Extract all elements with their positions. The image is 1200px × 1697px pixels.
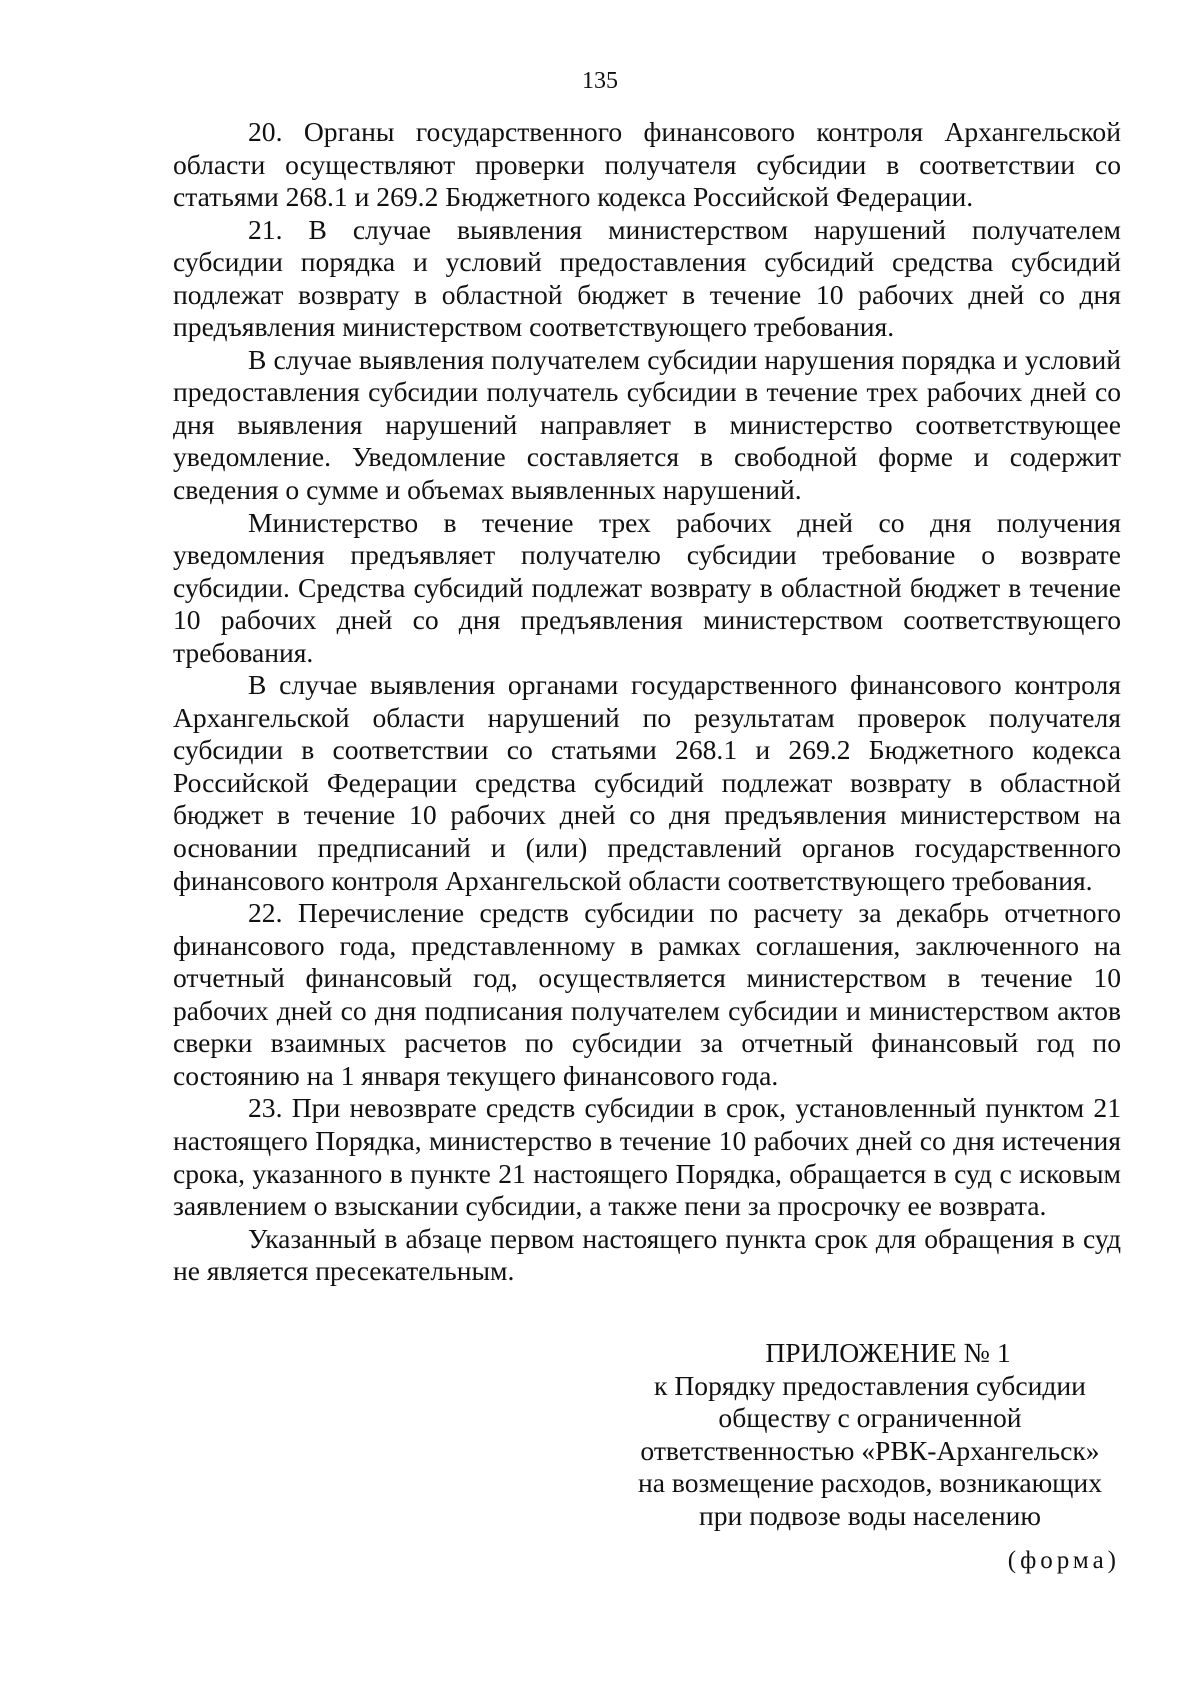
paragraph-23: 23. При невозврате средств субсидии в срок, установленный пунктом 21 настоящего Порядка, министерство в течение 10 рабочих дней со дня истечения срока, указанного в пункте 21 настоящего Порядка, обращается в суд с исковым заявлением о взыскании субсидии, а также пени за просрочку ее возврата. [173,1092,1121,1222]
paragraph-21-control-bodies: В случае выявления органами государственного финансового контроля Архангельской области нарушений по результатам проверок получателя субсидии в соответствии со статьями 268.1 и 269.2 Бюджетного кодекса Российской Федерации средства субсидий подлежат возврату в областной бюджет в течение 10 рабочих дней со дня предъявления министерством на основании предписаний и (или) представлений органов государственного финансового контроля Архангельской области соответствующего требования. [173,669,1121,896]
appendix-title: ПРИЛОЖЕНИЕ № 1 [765,1337,1011,1368]
appendix-line: при подвозе воды населению [698,1499,1042,1531]
appendix-line: на возмещение расходов, возникающих [637,1467,1102,1498]
paragraph-21: 21. В случае выявления министерством нарушений получателем субсидии порядка и условий предоставления субсидий средства субсидий подлежат возврату в областной бюджет в течение 10 рабочих дней со дня предъявления министерством соответствующего требования. [173,213,1121,343]
paragraph-20: 20. Органы государственного финансового контроля Архангельской области осуществляют проверки получателя субсидии в соответствии со статьями 268.1 и 269.2 Бюджетного кодекса Российской Федерации. [173,116,1121,213]
appendix-line: ответственностью «РВК-Архангельск» [640,1434,1100,1466]
appendix-line: к Порядку предоставления субсидии [654,1369,1086,1401]
paragraph-21-ministry-demand: Министерство в течение трех рабочих дней со дня получения уведомления предъявляет получателю субсидии требование о возврате субсидии. Средства субсидий подлежат возврату в областной бюджет в течение 10 рабочих дней со дня предъявления министерством соответствующего требования. [173,506,1121,668]
paragraph-21-recipient-notice: В случае выявления получателем субсидии нарушения порядка и условий предоставления субсидии получатель субсидии в течение трех рабочих дней со дня выявления нарушений направляет в министерство соответствующее уведомление. Уведомление составляется в свободной форме и содержит сведения о сумме и объемах выявленных нарушений. [173,343,1121,506]
document-body [173,116,1121,1288]
paragraph-22: 22. Перечисление средств субсидии по расчету за декабрь отчетного финансового года, представленному в рамках соглашения, заключенного на отчетный финансовый год, осуществляется министерством в течение 10 рабочих дней со дня подписания получателем субсидии и министерством актов сверки взаимных расчетов по субсидии за отчетный финансовый год по состоянию на 1 января текущего финансового года. [173,897,1121,1091]
appendix-line: обществу с ограниченной [718,1402,1022,1433]
appendix-header [620,1337,1120,1532]
paragraph-23-term-note: Указанный в абзаце первом настоящего пункта срок для обращения в суд не является пресекательным. [173,1222,1121,1287]
page-number: 135 [582,68,618,94]
form-label: (форма) [1007,1547,1120,1574]
